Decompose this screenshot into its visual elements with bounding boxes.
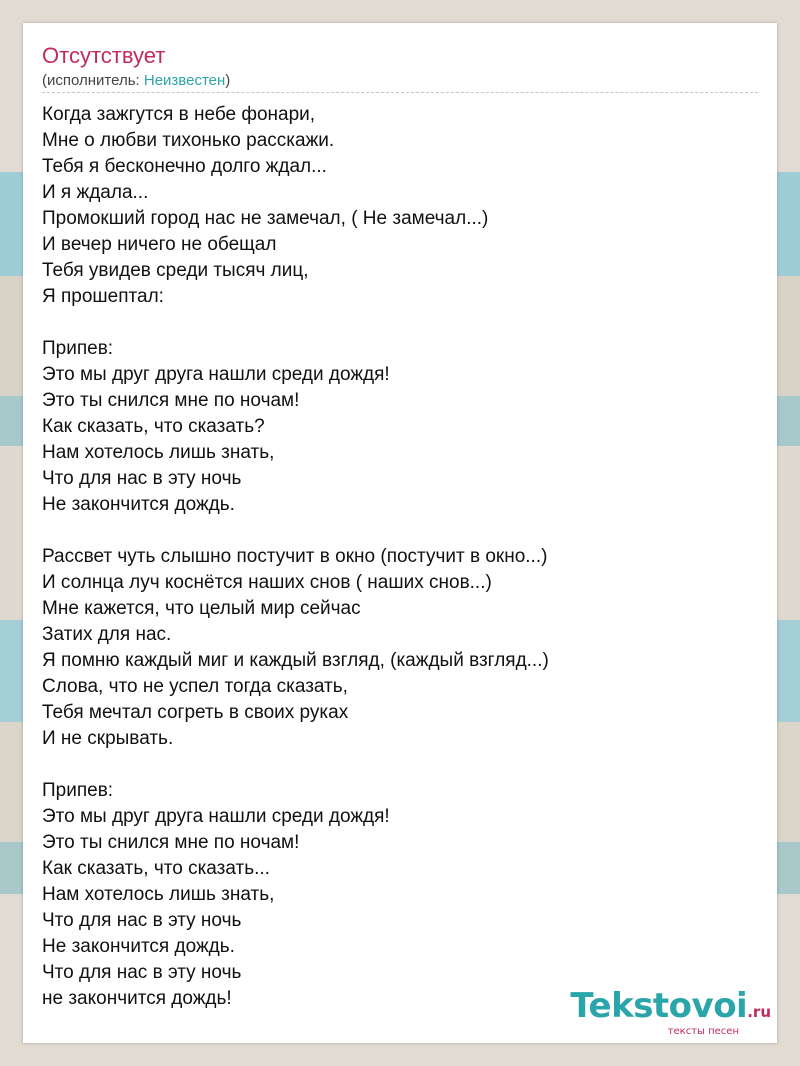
lyric-line: И солнца луч коснётся наших снов ( наших снов...) [42, 572, 492, 593]
lyric-line: И не скрывать. [42, 728, 174, 749]
lyric-line: Нам хотелось лишь знать, [42, 884, 275, 905]
logo-tagline: тексты песен [667, 1026, 739, 1037]
lyric-line: Тебя мечтал согреть в своих руках [42, 702, 349, 723]
lyric-line: Что для нас в эту ночь [42, 468, 242, 489]
artist-prefix: (исполнитель: [42, 72, 144, 89]
stanza-break [42, 518, 762, 544]
stanza-break [42, 752, 762, 778]
logo-name: Tekstovoi [570, 986, 748, 1026]
lyric-line: Не закончится дождь. [42, 936, 235, 957]
lyric-line: Я помню каждый миг и каждый взгляд, (каждый взгляд...) [42, 650, 549, 671]
lyric-line: Припев: [42, 338, 114, 359]
lyric-line: Припев: [42, 780, 114, 801]
logo-tld: .ru [747, 1003, 771, 1021]
lyric-line: Я прошептал: [42, 286, 164, 307]
lyric-line: Затих для нас. [42, 624, 172, 645]
lyrics-card [23, 23, 777, 1043]
artist-suffix: ) [225, 72, 231, 89]
lyric-line: Это ты снился мне по ночам! [42, 390, 300, 411]
lyric-line: Тебя увидев среди тысяч лиц, [42, 260, 309, 281]
lyric-line: Нам хотелось лишь знать, [42, 442, 275, 463]
artist-link[interactable]: Неизвестен [143, 72, 226, 89]
lyric-line: Это ты снился мне по ночам! [42, 832, 300, 853]
header-divider [42, 92, 758, 93]
lyric-line: Тебя я бесконечно долго ждал... [42, 156, 327, 177]
lyrics-text [42, 102, 762, 1012]
lyric-line: Это мы друг друга нашли среди дождя! [42, 364, 390, 385]
lyric-line: Что для нас в эту ночь [42, 962, 242, 983]
site-logo[interactable] [570, 986, 771, 1038]
lyric-line: И вечер ничего не обещал [42, 234, 277, 255]
lyric-line: Не закончится дождь. [42, 494, 235, 515]
lyric-line: Это мы друг друга нашли среди дождя! [42, 806, 390, 827]
artist-line [42, 72, 230, 90]
lyric-line: Слова, что не успел тогда сказать, [42, 676, 348, 697]
stanza-break [42, 310, 762, 336]
lyric-line: Мне о любви тихонько расскажи. [42, 130, 335, 151]
lyric-line: Как сказать, что сказать... [42, 858, 270, 879]
lyric-line: Когда зажгутся в небе фонари, [42, 104, 316, 125]
song-title: Отсутствует [42, 43, 166, 68]
lyric-line: Мне кажется, что целый мир сейчас [42, 598, 361, 619]
lyric-line: Рассвет чуть слышно постучит в окно (постучит в окно...) [42, 546, 548, 567]
lyric-line: Что для нас в эту ночь [42, 910, 242, 931]
lyric-line: И я ждала... [42, 182, 149, 203]
lyric-line: Как сказать, что сказать? [42, 416, 265, 437]
lyric-line: Промокший город нас не замечал, ( Не замечал...) [42, 208, 489, 229]
lyric-line: не закончится дождь! [42, 988, 232, 1009]
